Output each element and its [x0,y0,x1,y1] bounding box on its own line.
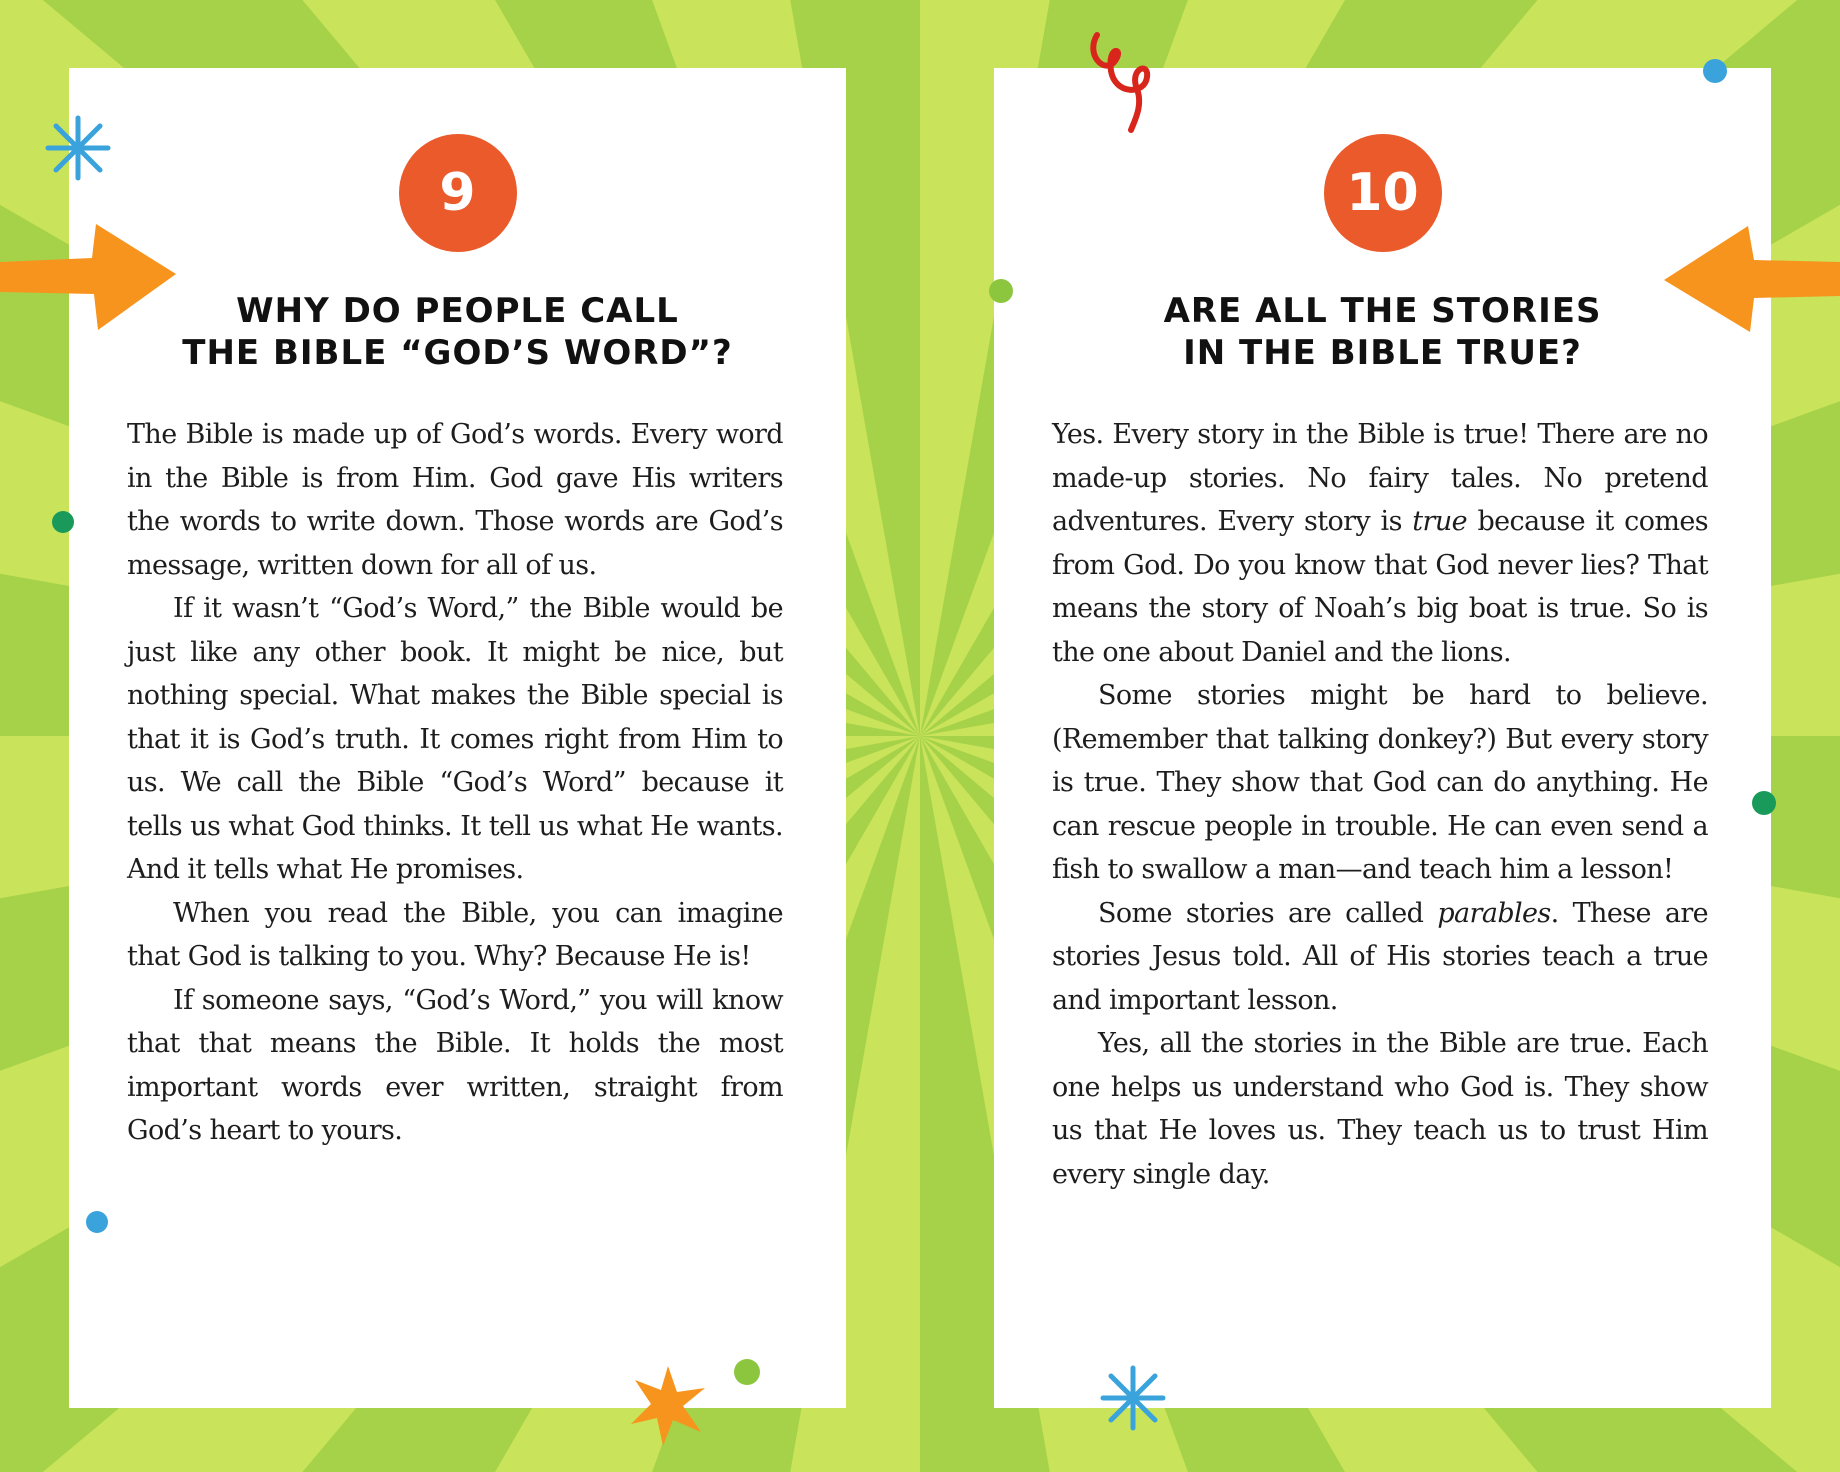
question-card-9 [69,68,846,1408]
paragraph: Some stories are called parables. These are stories Jesus told. All of His stories teach a true and important lesson. [1052,897,1709,1016]
dot-icon [1702,58,1728,84]
paragraph: Some stories might be hard to believe. (Remember that talking donkey?) But every story is true. They show that God can do anything. He can rescue people in trouble. He can even send a fish to swallow a man—and teach him a lesson! [1052,680,1708,885]
sparkle-icon [1100,1365,1166,1431]
emphasis: true [1412,506,1468,537]
title-line-2: IN THE BIBLE TRUE? [1183,333,1582,373]
title-line-2: THE BIBLE “GOD’S WORD”? [182,333,733,373]
title-line-1: ARE ALL THE STORIES [1163,291,1602,331]
answer-text [127,413,783,1153]
question-title [994,290,1771,374]
arrow-left-icon [1662,224,1840,336]
question-number-badge: 10 [1324,134,1442,252]
arrow-right-icon [0,222,180,334]
answer-text [1052,413,1708,1196]
star-icon [625,1362,711,1448]
dot-icon [85,1210,109,1234]
paragraph: Yes. Every story in the Bible is true! There are no made-up stories. No fairy tales. No pretend adventures. Every story is true because it comes from God. Do you know that God never lies? That means the story of Noah’s big boat is true. So is the one about Daniel and the lions. [1052,419,1708,668]
title-line-1: WHY DO PEOPLE CALL [236,291,679,331]
squiggle-icon [1085,25,1165,135]
emphasis: parables [1437,897,1551,929]
dot-icon [51,510,75,534]
question-title [69,290,846,374]
dot-icon [988,278,1014,304]
question-card-10 [994,68,1771,1408]
dot-icon [733,1358,761,1386]
sparkle-icon [45,115,111,181]
question-number-badge: 9 [399,134,517,252]
paragraph: If it wasn’t “God’s Word,” the Bible would be just like any other book. It might be nice, but nothing special. What makes the Bible special is that it is God’s truth. It comes right from Him to us. We call the Bible “God’s Word” because it tells us what God thinks. It tell us what He wants. And it tells what He promises. [127,593,783,885]
paragraph: When you read the Bible, you can imagine that God is talking to you. Why? Because He is! [127,897,783,972]
paragraph: Yes, all the stories in the Bible are true. Each one helps us understand who God is. They show us that He loves us. They teach us to trust Him every single day. [1052,1028,1708,1190]
paragraph: The Bible is made up of God’s words. Every word in the Bible is from Him. God gave His writers the words to write down. Those words are God’s message, written down for all of us. [127,419,783,581]
dot-icon [1751,790,1777,816]
paragraph: If someone says, “God’s Word,” you will know that that means the Bible. It holds the most important words ever written, straight from God’s heart to yours. [127,984,783,1146]
